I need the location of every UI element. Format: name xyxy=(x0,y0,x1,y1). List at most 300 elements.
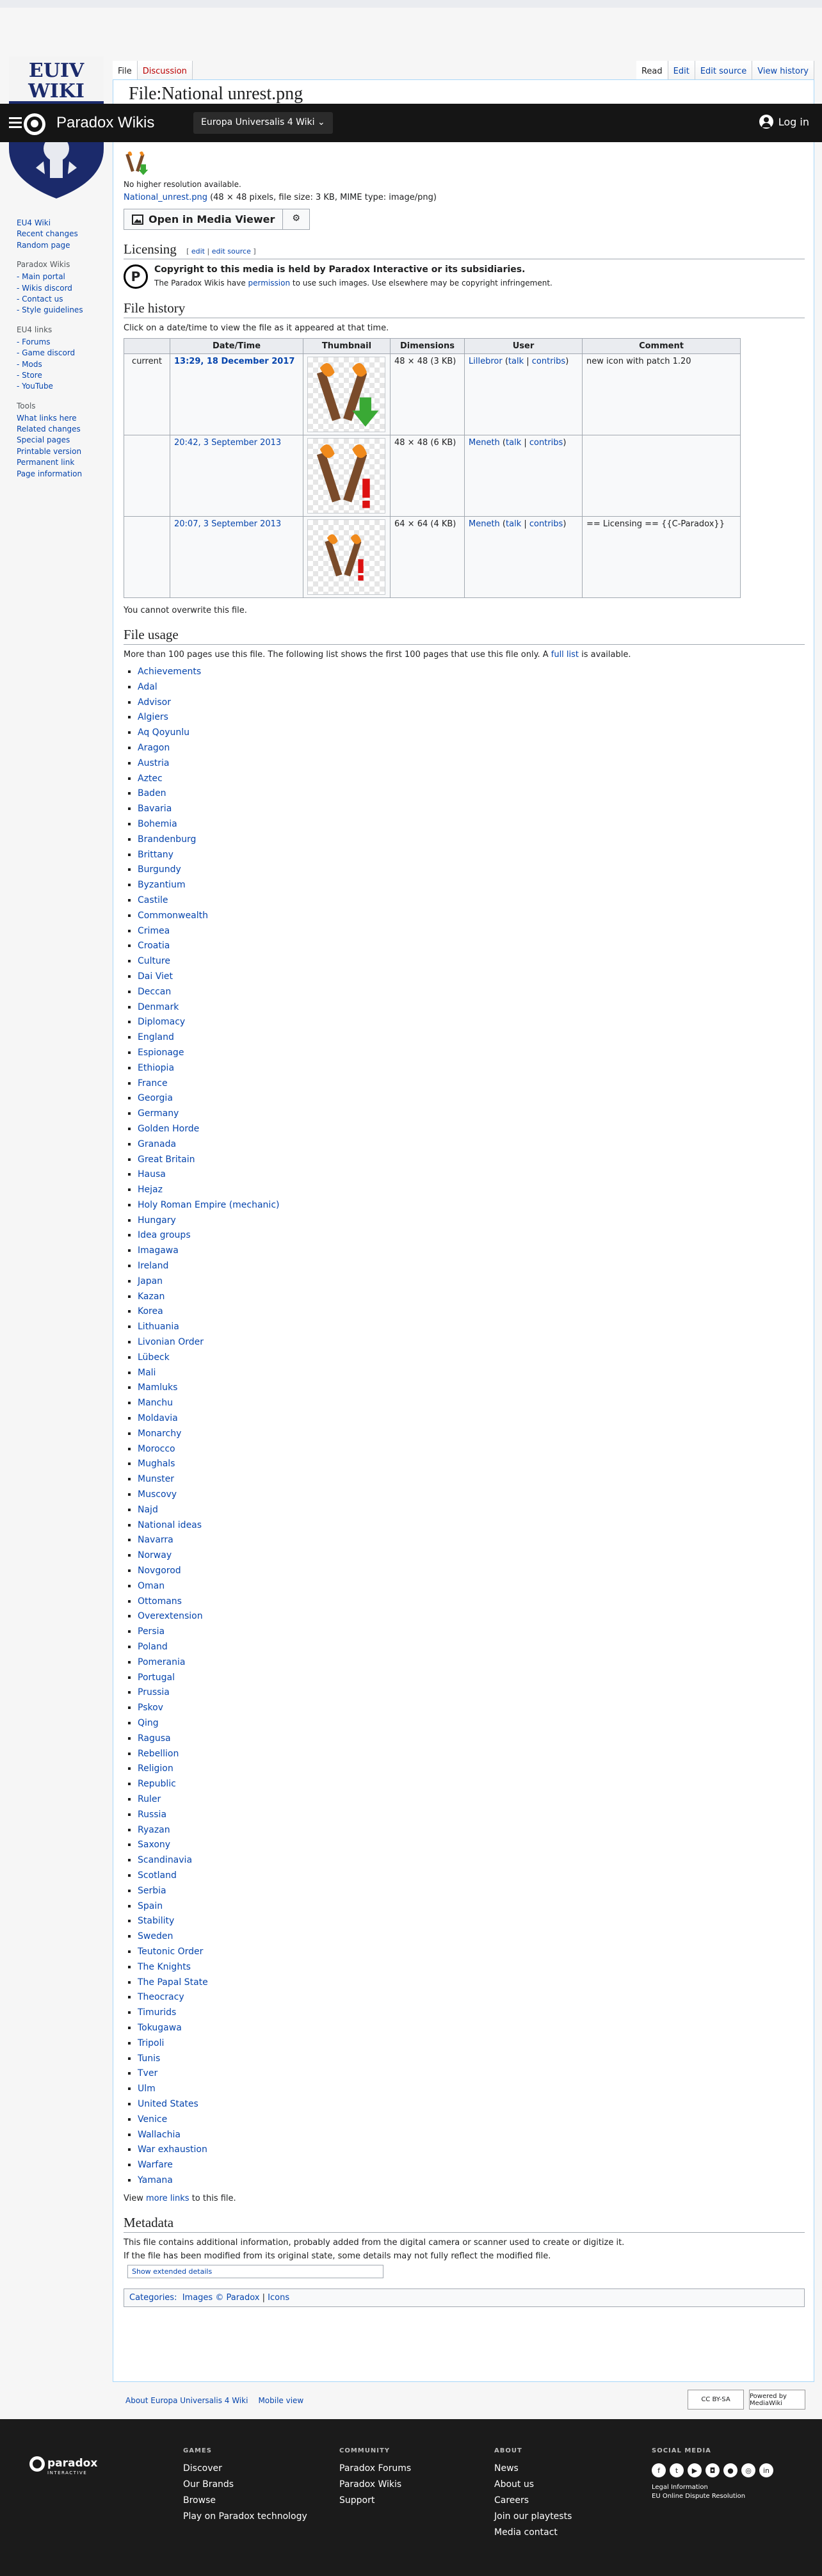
usage-page-link[interactable]: Qing xyxy=(138,1717,159,1728)
sidebar-tools xyxy=(17,401,106,480)
tab-view-history[interactable]: View history xyxy=(752,61,814,81)
usage-page-link[interactable]: Scotland xyxy=(138,1870,177,1881)
row-dimensions: 48 × 48 (3 KB) xyxy=(391,354,465,435)
list-item xyxy=(138,1153,805,1168)
usage-page-link[interactable]: Monarchy xyxy=(138,1428,182,1439)
usage-page-link[interactable]: Rebellion xyxy=(138,1748,179,1759)
list-item xyxy=(138,1213,805,1229)
cc-license-badge[interactable]: CC BY-SA xyxy=(688,2390,744,2410)
open-media-viewer-label: Open in Media Viewer xyxy=(149,213,275,225)
usage-page-link[interactable]: Pomerania xyxy=(138,1657,186,1667)
usage-page-link[interactable]: Novgorod xyxy=(138,1566,181,1576)
row-date xyxy=(170,435,303,517)
sidebar-item-eu4-wiki[interactable]: EU4 Wiki xyxy=(17,218,51,227)
licensing-edit-source-link[interactable]: edit source xyxy=(211,247,251,255)
usage-page-link[interactable]: Norway xyxy=(138,1550,172,1561)
about-wiki-link[interactable]: About Europa Universalis 4 Wiki xyxy=(125,2396,248,2405)
logo-line1: EUIV xyxy=(28,60,85,82)
list-item xyxy=(138,1335,805,1350)
list-item xyxy=(138,1747,805,1762)
usage-page-link[interactable]: Austria xyxy=(138,757,170,768)
user-link[interactable]: Lillebror xyxy=(469,357,503,366)
usage-page-link[interactable]: Commonwealth xyxy=(138,910,208,921)
usage-page-link[interactable]: Tver xyxy=(138,2068,158,2079)
list-item xyxy=(138,1564,805,1579)
torches-down-arrow-icon xyxy=(311,359,382,430)
sidebar-item-printable-version[interactable]: Printable version xyxy=(17,446,82,456)
usage-page-link[interactable]: Timurids xyxy=(138,2007,177,2018)
wiki-selector[interactable] xyxy=(193,112,333,134)
usage-page-link[interactable]: Tunis xyxy=(138,2053,161,2064)
usage-page-link[interactable]: Castile xyxy=(138,895,168,905)
usage-page-link[interactable]: War exhaustion xyxy=(138,2144,207,2155)
table-row xyxy=(124,517,741,598)
twitch-icon[interactable]: ◘ xyxy=(705,2463,720,2477)
copyright-line xyxy=(154,279,552,288)
list-item xyxy=(138,1106,805,1122)
usage-page-link[interactable]: Brandenburg xyxy=(138,834,197,845)
col-header-date: Date/Time xyxy=(170,339,303,354)
full-list-link[interactable]: full list xyxy=(551,650,579,660)
usage-page-link[interactable]: Culture xyxy=(138,956,170,967)
list-item xyxy=(138,2143,805,2158)
usage-page-link[interactable]: Scandinavia xyxy=(138,1855,193,1866)
copyright-icon: P xyxy=(124,264,148,289)
usage-page-link[interactable]: Denmark xyxy=(138,1001,179,1012)
usage-page-link[interactable]: Burgundy xyxy=(138,864,181,875)
more-links-pre: View xyxy=(124,2193,146,2203)
sidebar-item-game-discord[interactable]: - Game discord xyxy=(17,348,76,358)
row-user: Meneth (talk | contribs) xyxy=(465,517,583,598)
row-date-link[interactable]: 20:07, 3 September 2013 xyxy=(174,519,282,529)
sidebar-item-related-changes[interactable]: Related changes xyxy=(17,425,81,434)
list-item xyxy=(138,1366,805,1381)
user-talk-link[interactable]: talk xyxy=(506,519,522,529)
usage-page-link[interactable]: Ottomans xyxy=(138,1596,182,1607)
row-dimensions: 48 × 48 (6 KB) xyxy=(391,435,465,517)
usage-page-link[interactable]: Dai Viet xyxy=(138,971,173,982)
login-label: Log in xyxy=(778,115,809,128)
usage-page-link[interactable]: Aq Qoyunlu xyxy=(138,727,190,738)
usage-page-link[interactable]: Advisor xyxy=(138,697,172,708)
usage-page-link[interactable]: Algiers xyxy=(138,712,168,723)
permission-link[interactable]: permission xyxy=(248,279,291,288)
sidebar-heading-eu4: EU4 links xyxy=(17,325,52,334)
usage-page-link[interactable]: Idea groups xyxy=(138,1230,191,1241)
file-history-heading: File history xyxy=(124,300,805,318)
footer-link[interactable]: News xyxy=(494,2463,519,2474)
tab-file[interactable]: File xyxy=(113,61,138,81)
usage-page-link[interactable]: Bavaria xyxy=(138,804,172,814)
file-history-table xyxy=(124,338,741,598)
list-item xyxy=(138,1015,805,1030)
list-item xyxy=(138,1853,805,1868)
main-content xyxy=(113,79,814,2382)
list-item xyxy=(138,1624,805,1640)
user-link[interactable]: Meneth xyxy=(469,438,500,448)
list-item xyxy=(138,786,805,802)
hamburger-menu-icon[interactable] xyxy=(9,117,22,131)
open-media-viewer-button[interactable] xyxy=(124,209,283,230)
media-viewer-settings-button[interactable] xyxy=(283,209,310,230)
category-links: Categories: Images © Paradox | Icons xyxy=(124,2288,805,2307)
list-item xyxy=(138,1442,805,1457)
list-item xyxy=(138,954,805,969)
list-item xyxy=(138,1548,805,1564)
list-item xyxy=(138,2097,805,2112)
list-item xyxy=(138,1503,805,1518)
powered-by-mediawiki-badge[interactable]: Powered by MediaWiki xyxy=(749,2390,805,2410)
facebook-icon[interactable]: f xyxy=(652,2463,666,2477)
reddit-icon[interactable]: ● xyxy=(723,2463,737,2477)
sidebar-item-recent-changes[interactable]: Recent changes xyxy=(17,229,78,239)
list-item xyxy=(138,893,805,909)
list-item xyxy=(138,1884,805,1899)
usage-page-link[interactable]: Oman xyxy=(138,1580,165,1591)
usage-page-link[interactable]: Aragon xyxy=(138,742,170,753)
row-date xyxy=(170,517,303,598)
tab-discussion[interactable]: Discussion xyxy=(138,61,193,81)
usage-page-link[interactable]: Munster xyxy=(138,1474,174,1485)
usage-page-link[interactable]: Georgia xyxy=(138,1093,173,1104)
list-item xyxy=(138,1731,805,1747)
tab-edit-source[interactable]: Edit source xyxy=(695,61,752,81)
list-item xyxy=(138,1640,805,1655)
list-item xyxy=(138,725,805,741)
footer-community xyxy=(339,2447,411,2511)
user-contribs-link[interactable]: contribs xyxy=(529,438,563,448)
footer-link[interactable]: Paradox Forums xyxy=(339,2463,412,2474)
page-body xyxy=(124,150,805,2307)
table-header-row xyxy=(124,339,741,354)
col-header-user: User xyxy=(465,339,583,354)
list-item xyxy=(138,741,805,756)
usage-page-link[interactable]: Lithuania xyxy=(138,1322,179,1333)
sidebar-item-mods[interactable]: - Mods xyxy=(17,359,42,369)
usage-page-link[interactable]: Hausa xyxy=(138,1169,166,1180)
categories-label[interactable]: Categories: xyxy=(129,2292,177,2303)
row-thumbnail xyxy=(303,517,391,598)
usage-page-link[interactable]: Persia xyxy=(138,1626,165,1637)
list-item xyxy=(138,1762,805,1777)
usage-page-link[interactable]: The Knights xyxy=(138,1961,191,1972)
usage-page-link[interactable]: Ulm xyxy=(138,2084,156,2094)
user-contribs-link[interactable]: contribs xyxy=(529,519,563,529)
usage-page-link[interactable]: Republic xyxy=(138,1779,176,1790)
dispute-resolution-link[interactable]: EU Online Dispute Resolution xyxy=(652,2493,746,2500)
sidebar-item-style-guidelines[interactable]: - Style guidelines xyxy=(17,305,83,315)
usage-page-link[interactable]: Great Britain xyxy=(138,1154,195,1165)
list-item xyxy=(138,710,805,725)
file-usage-list xyxy=(124,665,805,2189)
col-header-comment: Comment xyxy=(583,339,741,354)
usage-page-link[interactable]: Wallachia xyxy=(138,2129,181,2140)
linkedin-icon[interactable]: in xyxy=(759,2463,773,2477)
list-item xyxy=(138,985,805,1000)
usage-page-link[interactable]: Deccan xyxy=(138,986,172,997)
usage-page-link[interactable]: United States xyxy=(138,2098,198,2109)
usage-page-link[interactable]: Ireland xyxy=(138,1261,169,1272)
usage-page-link[interactable]: Venice xyxy=(138,2114,168,2125)
footer-about xyxy=(494,2447,572,2543)
usage-page-link[interactable]: Muscovy xyxy=(138,1489,177,1500)
list-item xyxy=(138,1122,805,1137)
list-item xyxy=(138,1594,805,1610)
list-item xyxy=(138,1487,805,1503)
list-item xyxy=(138,2021,805,2036)
site-title[interactable]: Paradox Wikis xyxy=(56,114,155,131)
thumbnail-image[interactable] xyxy=(307,519,385,595)
logo-line2: WIKI xyxy=(28,80,85,102)
usage-page-link[interactable]: Serbia xyxy=(138,1885,166,1896)
metadata-p2: If the file has been modified from its original state, some details may not fully reflect the modified file. xyxy=(124,2251,551,2261)
sidebar-item-youtube[interactable]: - YouTube xyxy=(17,382,53,391)
national-unrest-icon[interactable] xyxy=(124,150,149,176)
list-item xyxy=(138,1990,805,2005)
usage-page-link[interactable]: Manchu xyxy=(138,1398,173,1409)
row-comment: == Licensing == {{C-Paradox}} xyxy=(583,517,741,598)
usage-page-link[interactable]: Moldavia xyxy=(138,1413,178,1424)
footer-about-heading: ABOUT xyxy=(494,2447,522,2454)
footer-link[interactable]: Careers xyxy=(494,2495,529,2506)
table-row xyxy=(124,354,741,435)
list-item xyxy=(138,1320,805,1335)
usage-page-link[interactable]: Germany xyxy=(138,1108,179,1119)
list-item xyxy=(138,1091,805,1106)
usage-page-link[interactable]: Granada xyxy=(138,1138,177,1149)
usage-page-link[interactable]: Espionage xyxy=(138,1047,184,1058)
mobile-view-link[interactable]: Mobile view xyxy=(258,2396,304,2405)
user-link[interactable]: Meneth xyxy=(469,519,500,529)
list-item xyxy=(138,1000,805,1016)
login-button[interactable] xyxy=(759,115,809,129)
usage-page-link[interactable]: Adal xyxy=(138,681,157,692)
sidebar-item-wikis-discord[interactable]: - Wikis discord xyxy=(17,283,72,293)
list-item xyxy=(138,1167,805,1183)
sidebar-item-forums[interactable]: - Forums xyxy=(17,337,51,346)
user-talk-link[interactable]: talk xyxy=(508,357,524,366)
footer-places xyxy=(113,2388,814,2414)
list-item xyxy=(138,1061,805,1076)
more-links-post: to this file. xyxy=(189,2193,236,2203)
usage-page-link[interactable]: Achievements xyxy=(138,667,202,677)
sidebar-item-random-page[interactable]: Random page xyxy=(17,240,70,250)
list-item xyxy=(138,1671,805,1686)
paradox-lion-icon[interactable] xyxy=(23,113,46,136)
usage-page-link[interactable]: Aztec xyxy=(138,773,163,784)
file-info xyxy=(124,193,805,202)
sidebar-item-store[interactable]: - Store xyxy=(17,370,42,380)
row-status: current xyxy=(124,354,170,435)
usage-page-link[interactable]: Hungary xyxy=(138,1215,176,1226)
usage-page-link[interactable]: Croatia xyxy=(138,941,170,952)
gear-icon: ⚙ xyxy=(292,213,300,223)
row-date-link[interactable]: 13:29, 18 December 2017 xyxy=(174,357,295,366)
usage-page-link[interactable]: Crimea xyxy=(138,925,170,936)
usage-page-link[interactable]: Mamluks xyxy=(138,1382,178,1393)
usage-page-link[interactable]: Diplomacy xyxy=(138,1017,186,1028)
footer-link[interactable]: About us xyxy=(494,2479,535,2490)
usage-page-link[interactable]: Ethiopia xyxy=(138,1062,175,1073)
usage-page-link[interactable]: Morocco xyxy=(138,1443,175,1454)
list-item xyxy=(138,969,805,985)
sidebar-item-what-links-here[interactable]: What links here xyxy=(17,413,77,423)
user-talk-link[interactable]: talk xyxy=(506,438,522,448)
usage-page-link[interactable]: Yamana xyxy=(138,2175,173,2185)
footer-link[interactable]: Join our playtests xyxy=(494,2511,572,2522)
usage-page-link[interactable]: Stability xyxy=(138,1916,175,1927)
usage-page-link[interactable]: Bohemia xyxy=(138,818,177,829)
usage-page-link[interactable]: Teutonic Order xyxy=(138,1946,204,1957)
usage-page-link[interactable]: National ideas xyxy=(138,1519,202,1530)
list-item xyxy=(138,1823,805,1838)
col-header-dimensions: Dimensions xyxy=(391,339,465,354)
sidebar-item-main-portal[interactable]: - Main portal xyxy=(17,272,65,282)
usage-page-link[interactable]: Theocracy xyxy=(138,1992,184,2003)
usage-page-link[interactable]: Ragusa xyxy=(138,1733,171,1744)
copyright-line-post: to use such images. Use elsewhere may be copyright infringement. xyxy=(290,279,552,288)
footer-link[interactable]: Support xyxy=(339,2495,375,2506)
file-name-link[interactable]: National_unrest.png xyxy=(124,193,207,202)
sidebar-item-special-pages[interactable]: Special pages xyxy=(17,435,70,445)
list-item xyxy=(138,1685,805,1701)
no-overwrite-notice: You cannot overwrite this file. xyxy=(124,606,247,615)
list-item xyxy=(138,2082,805,2097)
tab-edit[interactable]: Edit xyxy=(668,61,695,81)
usage-page-link[interactable]: Religion xyxy=(138,1763,173,1774)
footer-link[interactable]: Our Brands xyxy=(183,2479,234,2490)
table-row xyxy=(124,435,741,517)
sidebar-paradox xyxy=(17,260,106,316)
usage-page-link[interactable]: Livonian Order xyxy=(138,1337,204,1348)
usage-page-link[interactable]: Overextension xyxy=(138,1611,203,1622)
list-item xyxy=(138,924,805,939)
legal-info-link[interactable]: Legal Information xyxy=(652,2484,708,2491)
list-item xyxy=(138,848,805,863)
usage-page-link[interactable]: Tripoli xyxy=(138,2037,165,2048)
thumbnail-image[interactable] xyxy=(307,357,385,432)
usage-page-link[interactable]: Byzantium xyxy=(138,880,186,891)
usage-page-link[interactable]: Baden xyxy=(138,788,166,799)
usage-page-link[interactable]: Najd xyxy=(138,1504,158,1515)
footer-link[interactable]: Browse xyxy=(183,2495,216,2506)
thumbnail-image[interactable] xyxy=(307,438,385,514)
row-thumbnail xyxy=(303,354,391,435)
metadata-p1: This file contains additional information, probably added from the digital camera or scanner used to create or digitize it. xyxy=(124,2237,625,2248)
media-viewer-group xyxy=(124,209,805,230)
more-links-line xyxy=(124,2194,805,2203)
list-item xyxy=(138,1198,805,1213)
list-item xyxy=(138,863,805,878)
list-item xyxy=(138,695,805,711)
row-date-link[interactable]: 20:42, 3 September 2013 xyxy=(174,438,282,448)
footer-link[interactable]: Play on Paradox technology xyxy=(183,2511,307,2522)
usage-page-link[interactable]: Sweden xyxy=(138,1931,173,1942)
usage-page-link[interactable]: France xyxy=(138,1078,168,1089)
usage-page-link[interactable]: Golden Horde xyxy=(138,1123,200,1134)
list-item xyxy=(138,1792,805,1808)
usage-page-link[interactable]: Poland xyxy=(138,1642,168,1652)
category-item[interactable]: Images © Paradox xyxy=(182,2292,260,2303)
usage-page-link[interactable]: Ryazan xyxy=(138,1824,170,1835)
site-footer xyxy=(0,2419,822,2576)
usage-page-link[interactable]: Lübeck xyxy=(138,1352,170,1363)
footer-games-heading: GAMES xyxy=(183,2447,212,2454)
list-item xyxy=(138,1183,805,1198)
usage-page-link[interactable]: Korea xyxy=(138,1306,163,1317)
usage-page-link[interactable]: Spain xyxy=(138,1900,163,1911)
usage-page-link[interactable]: Holy Roman Empire (mechanic) xyxy=(138,1199,280,1210)
licensing-heading xyxy=(124,241,805,259)
list-item xyxy=(138,1304,805,1320)
page-tabs xyxy=(113,61,814,80)
list-item xyxy=(138,1350,805,1366)
usage-page-link[interactable]: Hejaz xyxy=(138,1185,163,1195)
sidebar-item-permanent-link[interactable]: Permanent link xyxy=(17,458,75,467)
show-extended-details-toggle[interactable]: Show extended details xyxy=(127,2265,383,2278)
usage-page-link[interactable]: Mali xyxy=(138,1367,156,1378)
usage-page-link[interactable]: Brittany xyxy=(138,849,173,860)
usage-page-link[interactable]: England xyxy=(138,1032,174,1043)
list-item xyxy=(138,1655,805,1671)
user-contribs-link[interactable]: contribs xyxy=(531,357,566,366)
youtube-icon[interactable]: ▶ xyxy=(688,2463,702,2477)
usage-page-link[interactable]: Tokugawa xyxy=(138,2022,182,2033)
usage-page-link[interactable]: Russia xyxy=(138,1809,167,1820)
usage-page-link[interactable]: Imagawa xyxy=(138,1245,179,1256)
usage-page-link[interactable]: Navarra xyxy=(138,1535,173,1546)
usage-page-link[interactable]: Mughals xyxy=(138,1459,175,1470)
licensing-edit-link[interactable]: edit xyxy=(191,247,205,255)
footer-social xyxy=(652,2447,773,2502)
no-higher-resolution: No higher resolution available. xyxy=(124,180,241,189)
usage-page-link[interactable]: The Papal State xyxy=(138,1977,208,1988)
list-item xyxy=(138,2036,805,2052)
more-links-link[interactable]: more links xyxy=(145,2193,189,2203)
list-item xyxy=(138,1975,805,1991)
footer-link[interactable]: Media contact xyxy=(494,2527,558,2538)
usage-page-link[interactable]: Pskov xyxy=(138,1703,163,1713)
footer-link[interactable]: Discover xyxy=(183,2463,222,2474)
usage-page-link[interactable]: Ruler xyxy=(138,1794,161,1804)
paradox-interactive-logo[interactable] xyxy=(28,2454,99,2479)
row-date xyxy=(170,354,303,435)
usage-page-link[interactable]: Kazan xyxy=(138,1291,165,1302)
usage-page-link[interactable]: Prussia xyxy=(138,1687,170,1698)
list-item xyxy=(138,2052,805,2067)
row-comment: new icon with patch 1.20 xyxy=(583,354,741,435)
list-item xyxy=(138,1396,805,1411)
list-item xyxy=(138,1609,805,1624)
category-item[interactable]: Icons xyxy=(268,2292,290,2303)
social-icons xyxy=(652,2463,773,2477)
footer-link[interactable]: Paradox Wikis xyxy=(339,2479,402,2490)
list-item xyxy=(138,1777,805,1792)
list-item xyxy=(138,1838,805,1853)
footer-social-heading: SOCIAL MEDIA xyxy=(652,2447,711,2454)
usage-page-link[interactable]: Japan xyxy=(138,1276,163,1286)
tab-read[interactable]: Read xyxy=(636,61,668,81)
sidebar-item-contact-us[interactable]: - Contact us xyxy=(17,294,63,304)
list-item xyxy=(138,878,805,893)
usage-page-link[interactable]: Saxony xyxy=(138,1840,171,1851)
twitter-icon[interactable]: t xyxy=(670,2463,684,2477)
list-item xyxy=(138,909,805,924)
sidebar-item-page-information[interactable]: Page information xyxy=(17,469,83,478)
usage-page-link[interactable]: Portugal xyxy=(138,1672,175,1683)
usage-page-link[interactable]: Warfare xyxy=(138,2160,173,2171)
instagram-icon[interactable]: ◎ xyxy=(741,2463,755,2477)
